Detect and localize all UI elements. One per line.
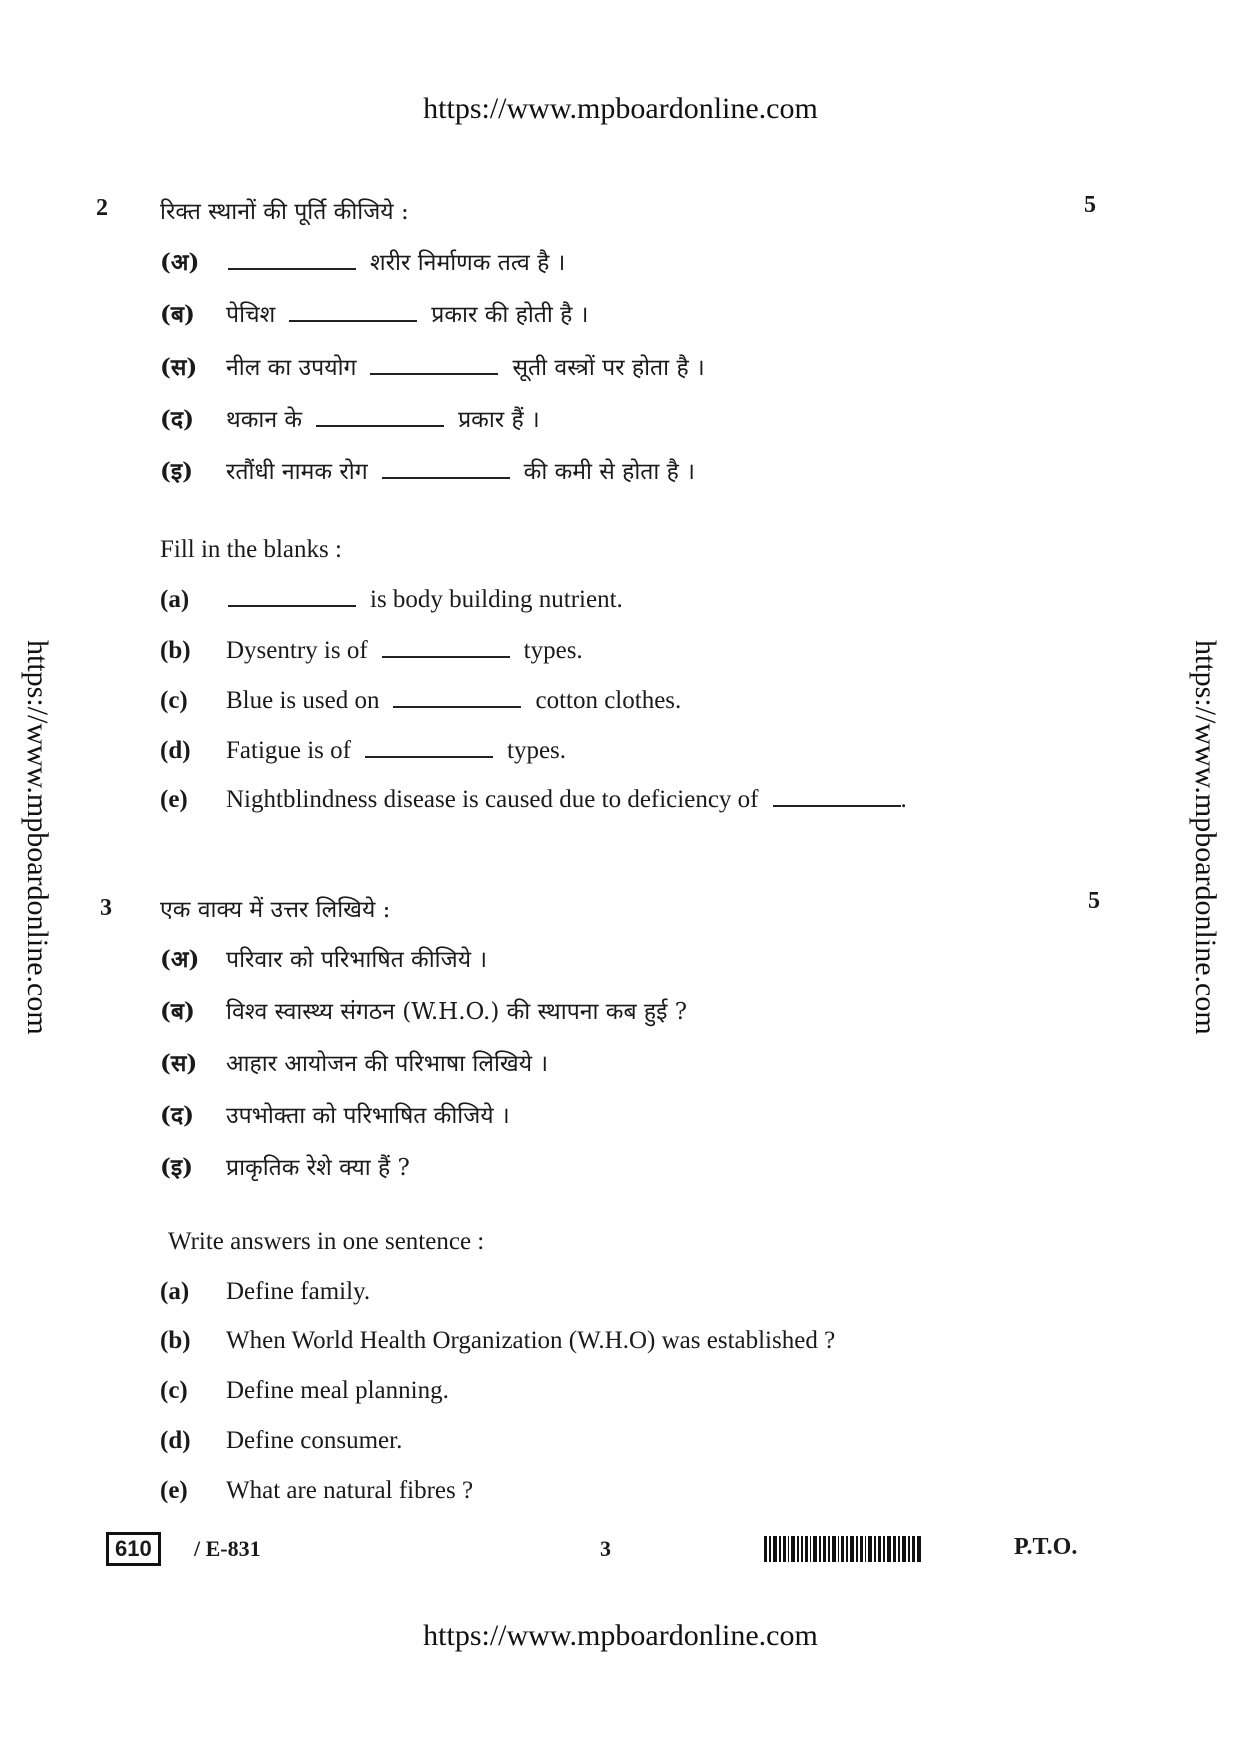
q2-hindi-item [160, 454, 707, 488]
item-label: (e) [160, 786, 188, 813]
item-label: (c) [160, 1377, 188, 1404]
item-text-after: is body building nutrient. [370, 586, 623, 613]
q3-english-item [160, 1278, 382, 1312]
question-2-hindi-heading: रिक्त स्थानों की पूर्ति कीजिये : [160, 199, 409, 225]
page-footer [106, 1532, 1106, 1572]
item-label: (द) [160, 406, 194, 433]
q3-english-item [160, 1477, 485, 1511]
q2-english-item [160, 687, 693, 721]
q3-hindi-item [160, 942, 499, 976]
question-3-hindi-heading: एक वाक्य में उत्तर लिखिये : [160, 897, 391, 923]
item-text: When World Health Organization (W.H.O) was established ? [226, 1327, 836, 1354]
item-text-before: नील का उपयोग [226, 355, 357, 381]
item-label: (ब) [160, 998, 195, 1025]
q2-hindi-item [160, 402, 552, 436]
answer-blank [773, 787, 901, 807]
watermark-url-right: https://www.mpboardonline.com [1189, 640, 1222, 1035]
item-text-after: शरीर निर्माणक तत्व है । [370, 250, 566, 276]
item-label: (स) [160, 354, 198, 381]
q3-hindi-item [160, 994, 699, 1028]
item-label: (द) [160, 1102, 194, 1129]
item-text-before: रतौंधी नामक रोग [226, 459, 368, 485]
item-text: उपभोक्ता को परिभाषित कीजिये । [226, 1103, 510, 1129]
item-text-before: Fatigue is of [226, 737, 351, 764]
item-label: (b) [160, 637, 191, 664]
q3-hindi-item [160, 1150, 422, 1184]
item-label: (इ) [160, 1154, 194, 1181]
item-text-before: Dysentry is of [226, 637, 368, 664]
answer-blank [370, 355, 498, 375]
item-text-after: प्रकार हैं । [458, 407, 540, 433]
answer-blank [365, 738, 493, 758]
item-text: परिवार को परिभाषित कीजिये । [226, 947, 488, 973]
watermark-url-top: https://www.mpboardonline.com [423, 92, 818, 125]
item-text: What are natural fibres ? [226, 1477, 474, 1504]
item-label: (अ) [160, 249, 200, 276]
question-3-number: 3 [100, 895, 112, 921]
item-text-before: थकान के [226, 407, 303, 433]
answer-blank [228, 250, 356, 270]
item-text-before: Nightblindness disease is caused due to deficiency of [226, 786, 759, 813]
item-label: (a) [160, 1278, 190, 1305]
item-label: (स) [160, 1050, 198, 1077]
q2-english-item [160, 786, 919, 820]
question-3-english-heading: Write answers in one sentence : [168, 1228, 485, 1255]
item-text: Define family. [226, 1278, 371, 1305]
item-text-before: पेचिश [226, 302, 276, 328]
q3-hindi-item [160, 1046, 560, 1080]
q2-hindi-item [160, 350, 717, 384]
item-text-after: की कमी से होता है । [523, 459, 695, 485]
item-label: (a) [160, 586, 190, 613]
item-text-after: types. [507, 737, 567, 764]
item-label: (e) [160, 1477, 188, 1504]
item-text-before: Blue is used on [226, 687, 380, 714]
item-label: (ब) [160, 301, 195, 328]
item-label: (d) [160, 737, 191, 764]
barcode-icon [764, 1536, 986, 1562]
q3-english-item [160, 1377, 461, 1411]
item-label: (इ) [160, 458, 194, 485]
answer-blank [316, 407, 444, 427]
item-text: विश्व स्वास्थ्य संगठन (W.H.O.) की स्थापना कब हुई ? [226, 999, 688, 1025]
item-text-after: types. [523, 637, 583, 664]
q3-english-item [160, 1327, 847, 1361]
question-2-marks: 5 [1084, 192, 1096, 218]
item-text-after: . [900, 786, 907, 813]
answer-blank [289, 302, 417, 322]
watermark-url-left: https://www.mpboardonline.com [21, 640, 54, 1035]
answer-blank [228, 587, 356, 607]
item-text-after: प्रकार की होती है । [431, 302, 589, 328]
q3-english-item [160, 1427, 414, 1461]
pto-label: P.T.O. [1014, 1534, 1078, 1560]
q2-english-item [160, 637, 595, 671]
answer-blank [382, 459, 510, 479]
answer-blank [393, 688, 521, 708]
item-label: (अ) [160, 946, 200, 973]
q2-hindi-item [160, 245, 577, 279]
item-text: Define consumer. [226, 1427, 403, 1454]
q2-english-item [160, 737, 578, 771]
question-2-english-heading: Fill in the blanks : [160, 536, 342, 563]
item-text-after: cotton clothes. [535, 687, 682, 714]
item-label: (d) [160, 1427, 191, 1454]
watermark-url-bottom: https://www.mpboardonline.com [423, 1619, 818, 1652]
page-number: 3 [600, 1536, 611, 1561]
q3-hindi-item [160, 1098, 522, 1132]
item-text: आहार आयोजन की परिभाषा लिखिये । [226, 1051, 549, 1077]
q2-english-item [160, 586, 635, 620]
question-3-marks: 5 [1088, 888, 1100, 914]
item-text: Define meal planning. [226, 1377, 449, 1404]
question-2-number: 2 [96, 195, 108, 221]
q2-hindi-item [160, 297, 600, 331]
item-label: (c) [160, 687, 188, 714]
item-text: प्राकृतिक रेशे क्या हैं ? [226, 1155, 410, 1181]
item-label: (b) [160, 1327, 191, 1354]
paper-code-box: 610 [106, 1532, 161, 1566]
answer-blank [382, 638, 510, 658]
paper-code: / E-831 [194, 1536, 261, 1561]
item-text-after: सूती वस्त्रों पर होता है । [512, 355, 705, 381]
